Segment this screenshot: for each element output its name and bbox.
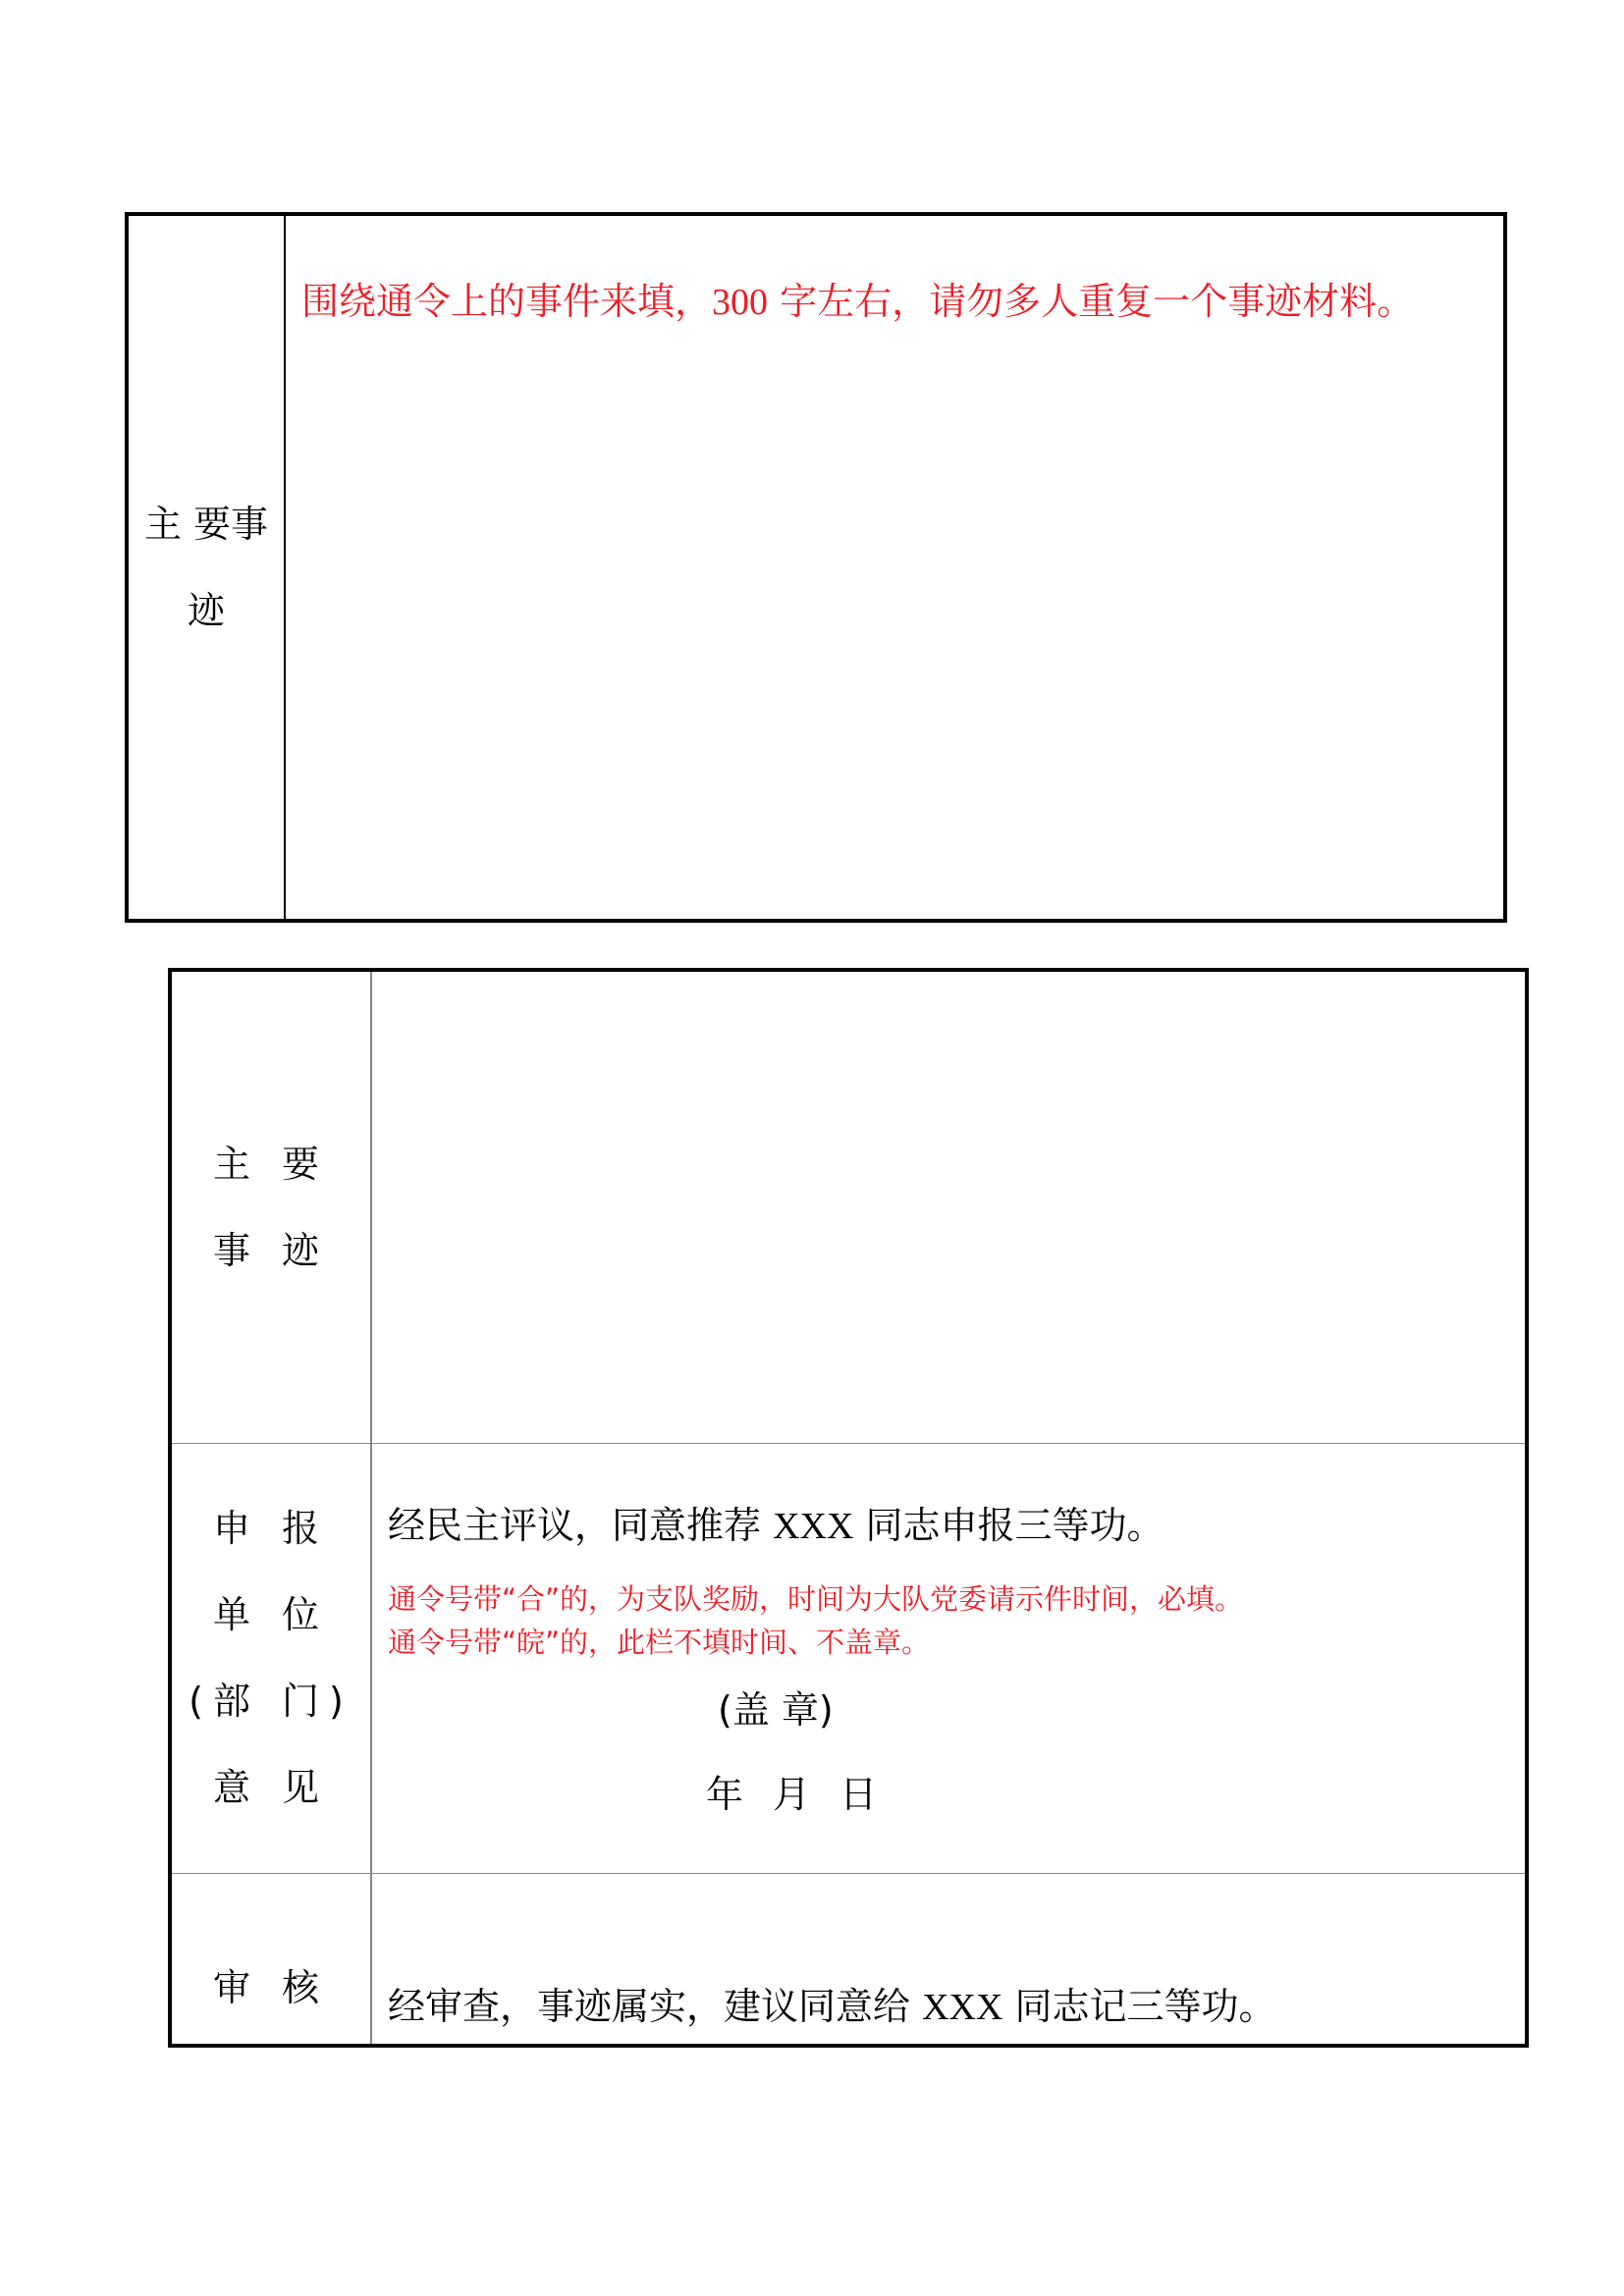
main-deeds-content-cell[interactable] [285,214,1505,921]
deeds-instruction-note [301,271,1414,325]
deeds-note-part2: 字左右，请勿多人重复一个事迹材料。 [768,280,1415,323]
deeds-note-number: 300 [712,282,769,323]
applicant-unit-opinion-cell[interactable] [371,1443,1527,1873]
review-part2: 同志记三等功。 [1002,1984,1276,2028]
main-deeds-content-cell-2[interactable] [371,970,1527,1443]
applicant-label-line3: (部 门) [189,1680,353,1723]
deeds-note-part1: 围绕通令上的事件来填， [301,280,713,323]
applicant-note-line2: 通令号带“皖”的，此栏不填时间、不盖章。 [388,1625,931,1659]
applicant-opinion-text [388,1495,1164,1549]
applicant-label-line4: 意 见 [212,1766,330,1809]
review-opinion-text [388,1976,1276,2030]
applicant-label-line2: 单 位 [212,1593,330,1636]
main-deeds-label-2-line1: 主 要 [212,1142,330,1186]
date-placeholder: 年 月 日 [706,1772,878,1816]
review-label-cell [170,1873,371,2046]
applicant-note-line1: 通令号带“合”的，为支队奖励，时间为大队党委请示件时间，必填。 [388,1581,1244,1616]
main-deeds-table-1 [125,212,1507,923]
opinion-part2: 同志申报三等功。 [853,1503,1164,1547]
main-deeds-label-cell [127,214,285,921]
opinion-part1: 经民主评议，同意推荐 [388,1503,774,1547]
opinion-xxx: XXX [773,1505,854,1547]
main-deeds-label-line2: 迹 [187,589,225,632]
applicant-unit-opinion-label-cell [170,1443,371,1873]
main-deeds-label-line1: 主 要事 [143,503,269,546]
review-xxx: XXX [922,1986,1003,2028]
seal-placeholder: (盖 章) [718,1687,834,1732]
review-part1: 经审查，事迹属实，建议同意给 [388,1984,923,2028]
main-deeds-label-2-line2: 事 迹 [212,1228,330,1272]
main-deeds-label-cell-2 [170,970,371,1443]
recommendation-form-table [168,968,1529,2048]
review-label: 审 核 [212,1966,330,2010]
applicant-label-line1: 申 报 [212,1507,330,1550]
review-opinion-cell[interactable] [371,1873,1527,2046]
